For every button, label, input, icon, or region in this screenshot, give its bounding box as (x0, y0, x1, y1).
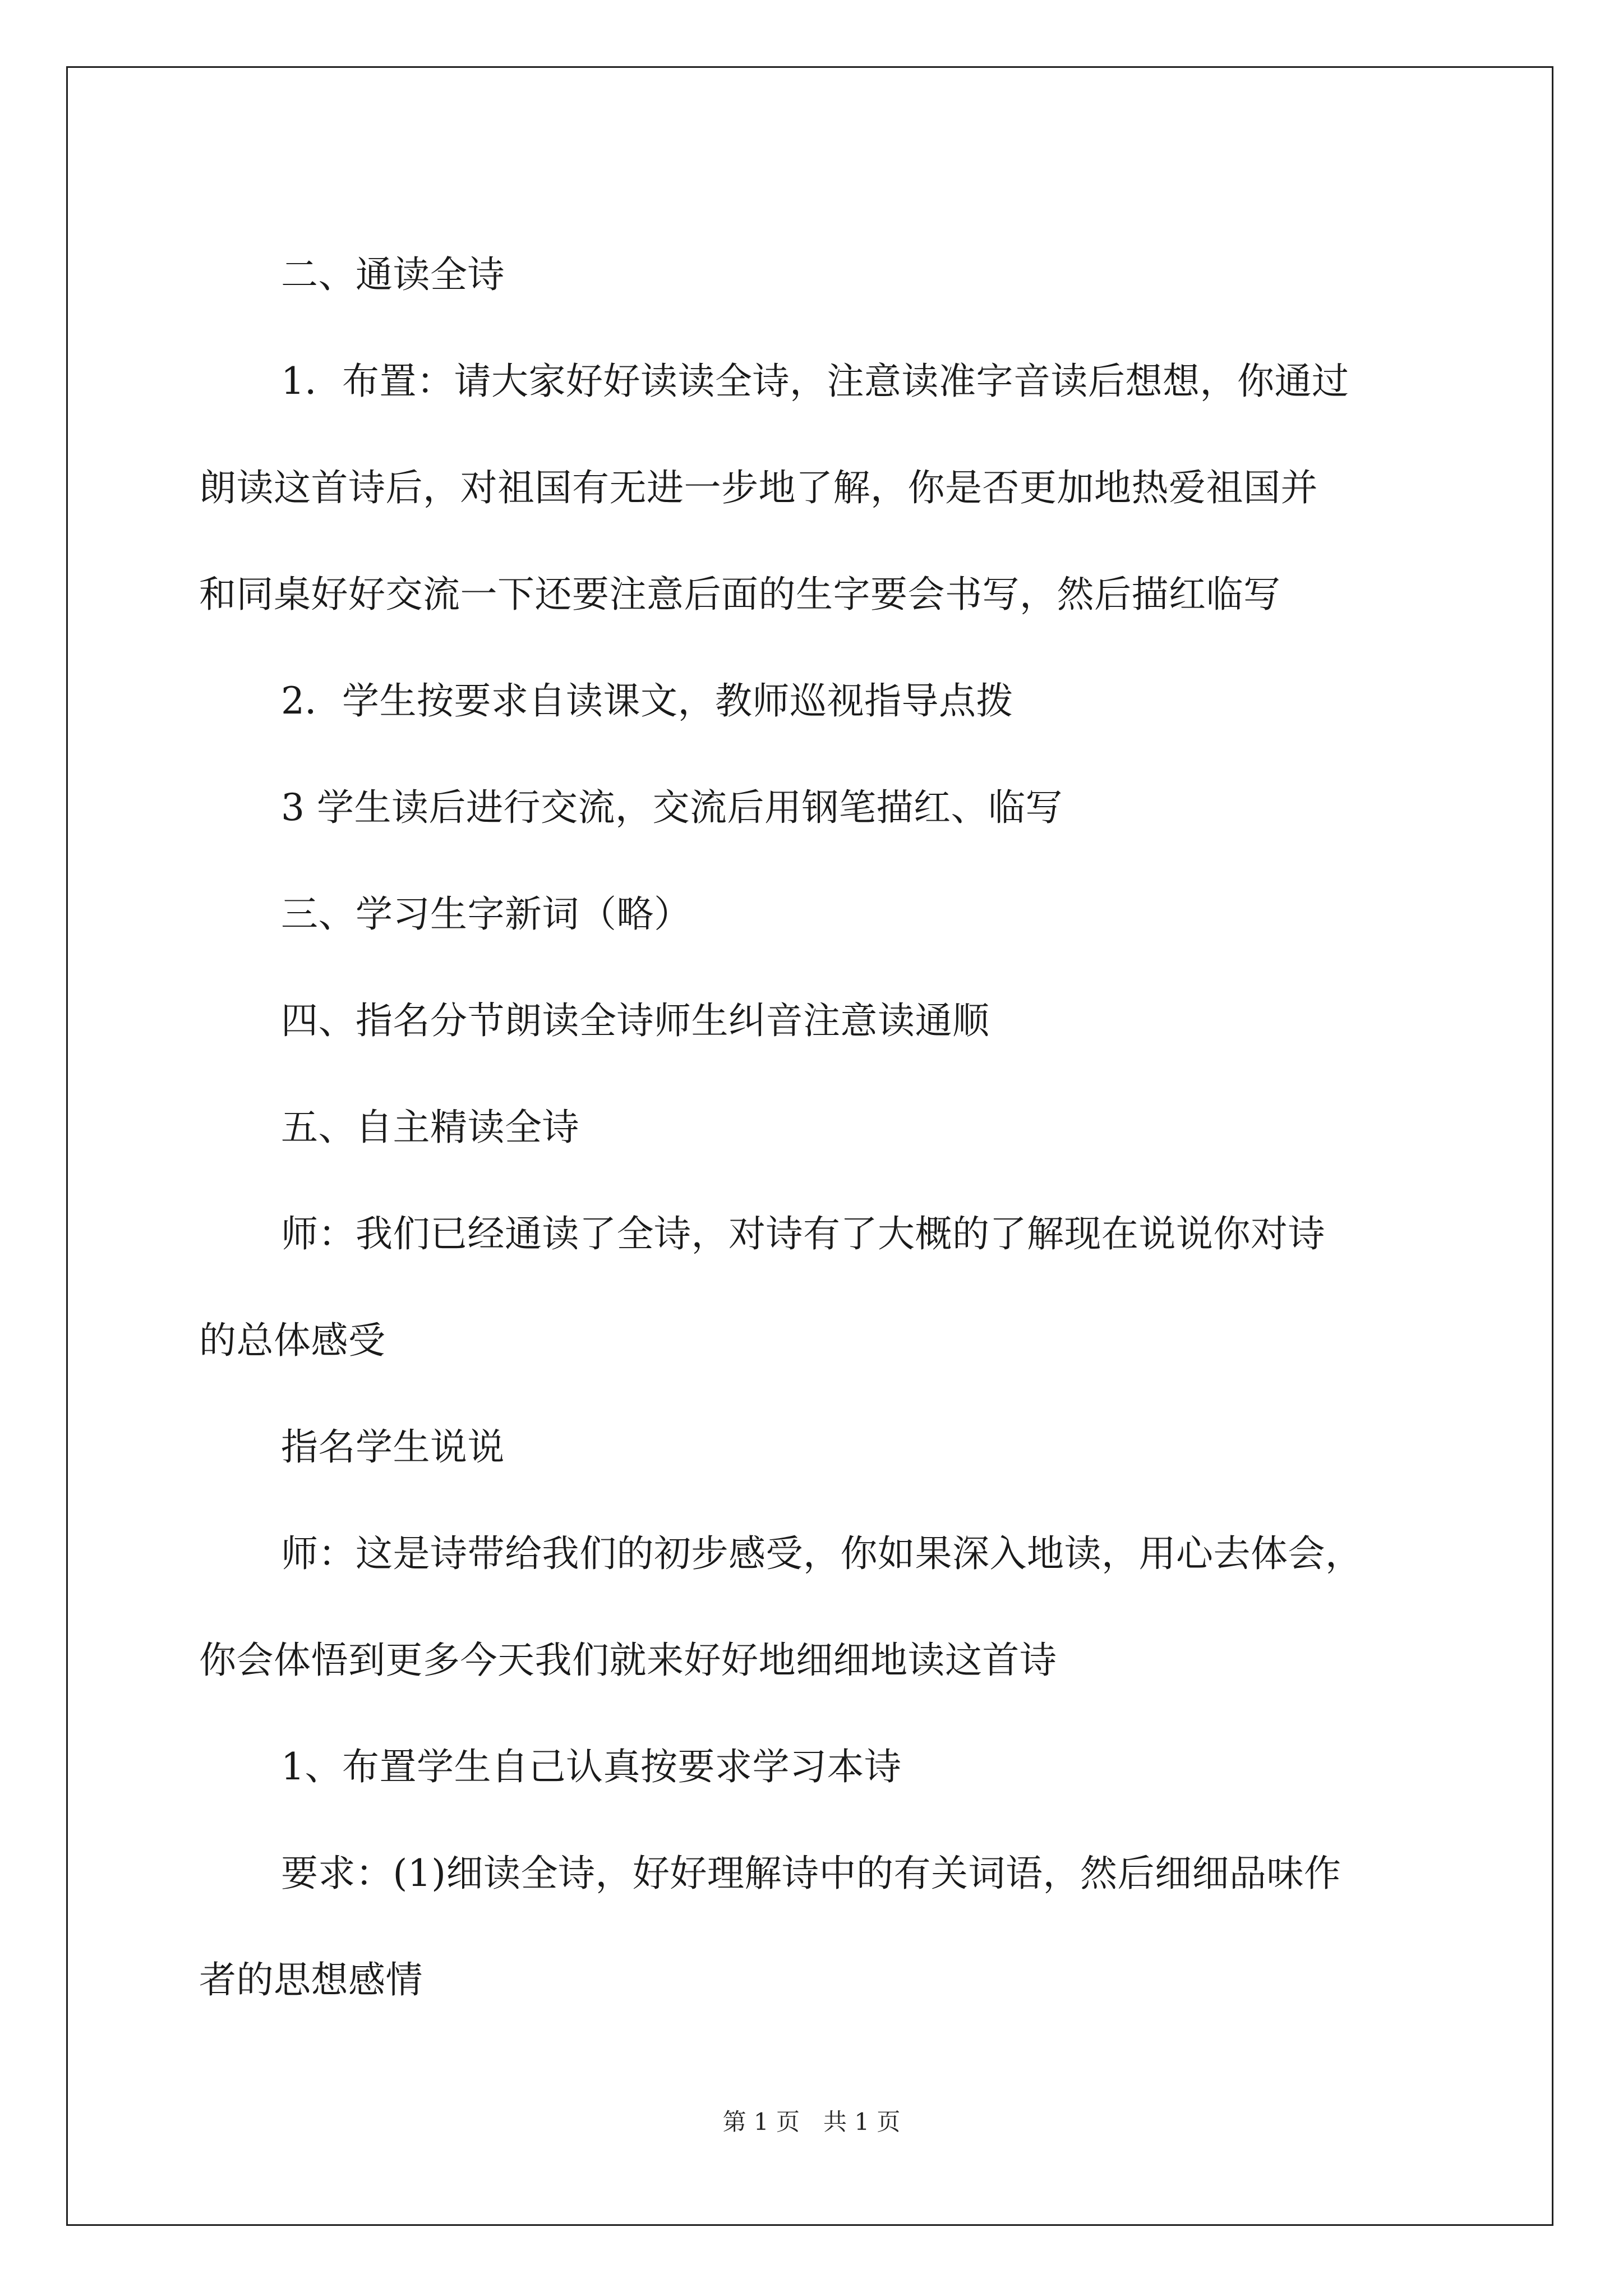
section-heading-4: 四、指名分节朗读全诗师生纠音注意读通顺 (281, 999, 990, 1042)
document-body (199, 222, 1433, 2033)
section-heading-5: 五、自主精读全诗 (281, 1106, 579, 1149)
paragraph-line: 师：这是诗带给我们的初步感受，你如果深入地读，用心去体会， (281, 1532, 1363, 1575)
paragraph-line: 你会体悟到更多今天我们就来好好地细细地读这首诗 (199, 1639, 1057, 1682)
page-footer: 第 1 页 共 1 页 (722, 2108, 901, 2136)
paragraph-line: 2．学生按要求自读课文，教师巡视指导点拨 (281, 679, 1013, 723)
paragraph-line: 1．布置：请大家好好读读全诗，注意读准字音读后想想，你通过 (281, 360, 1349, 403)
paragraph-line: 1、布置学生自己认真按要求学习本诗 (281, 1745, 902, 1788)
paragraph-line: 指名学生说说 (281, 1425, 505, 1469)
section-heading-3: 三、学习生字新词（略） (281, 892, 691, 936)
paragraph-line: 师：我们已经通读了全诗，对诗有了大概的了解现在说说你对诗 (281, 1212, 1325, 1255)
paragraph-line: 和同桌好好交流一下还要注意后面的生字要会书写，然后描红临写 (199, 573, 1281, 616)
paragraph-line: 要求：(1)细读全诗，好好理解诗中的有关词语，然后细细品味作 (281, 1852, 1341, 1895)
paragraph-line: 朗读这首诗后，对祖国有无进一步地了解，你是否更加地热爱祖国并 (199, 466, 1318, 509)
paragraph-line: 者的思想感情 (199, 1958, 423, 2001)
paragraph-line: 的总体感受 (199, 1319, 386, 1362)
section-heading-2: 二、通读全诗 (281, 253, 505, 296)
paragraph-line: 3 学生读后进行交流，交流后用钢笔描红、临写 (281, 786, 1063, 829)
